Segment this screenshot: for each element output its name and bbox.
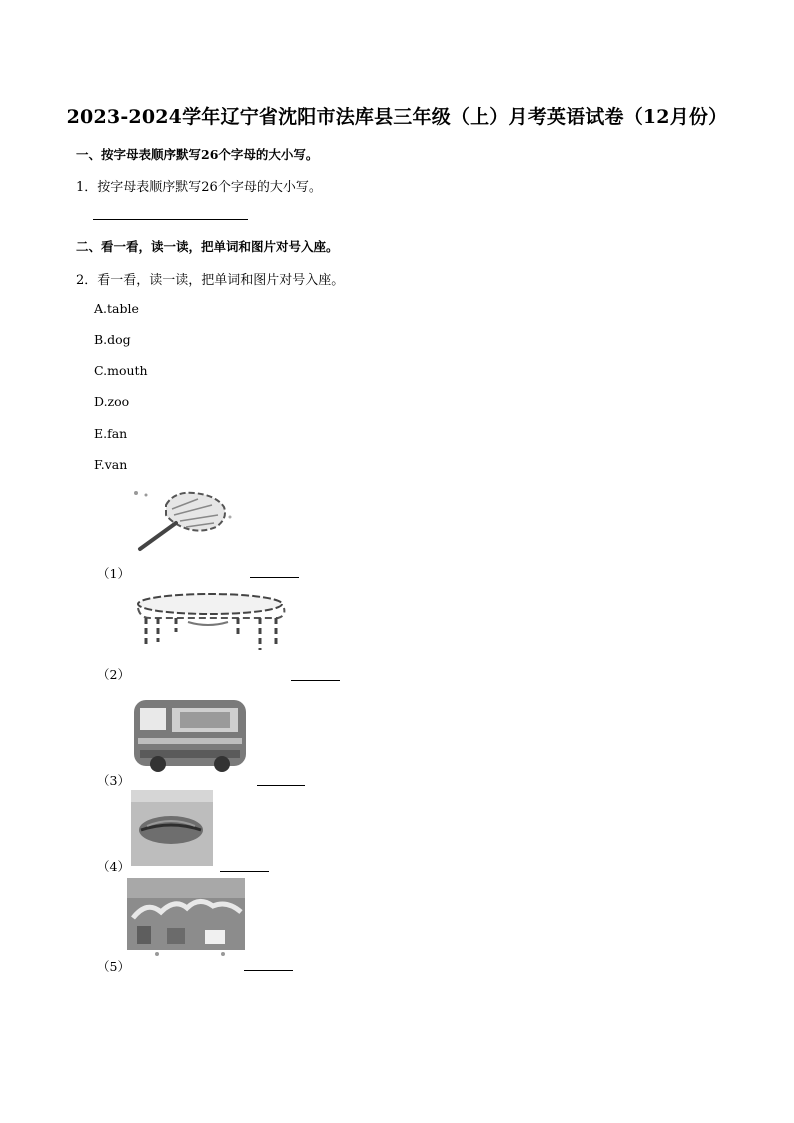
item-3-label: （3） bbox=[97, 773, 130, 788]
fan-picture-icon bbox=[128, 487, 250, 555]
answer-line-3[interactable] bbox=[257, 785, 305, 786]
answer-line-q1[interactable] bbox=[93, 219, 248, 220]
item-2-label: （2） bbox=[97, 667, 130, 682]
zoo-picture-icon bbox=[127, 878, 245, 958]
answer-line-5[interactable] bbox=[244, 970, 293, 971]
option-f: F.van bbox=[94, 457, 128, 472]
section-2-heading: 二、看一看，读一读，把单词和图片对号入座。 bbox=[76, 239, 339, 254]
option-c: C.mouth bbox=[94, 363, 148, 378]
page-title: 2023-2024学年辽宁省沈阳市法库县三年级（上）月考英语试卷（12月份） bbox=[66, 106, 728, 128]
section-1-heading: 一、按字母表顺序默写26个字母的大小写。 bbox=[76, 147, 319, 162]
option-b: B.dog bbox=[94, 332, 131, 347]
item-1-label: （1） bbox=[97, 566, 130, 581]
mouth-picture-icon bbox=[131, 790, 213, 866]
question-2-text: 2．看一看，读一读，把单词和图片对号入座。 bbox=[76, 273, 345, 288]
item-4-label: （4） bbox=[97, 859, 130, 874]
table-picture-icon bbox=[128, 588, 294, 660]
answer-line-2[interactable] bbox=[291, 680, 340, 681]
option-e: E.fan bbox=[94, 426, 128, 441]
answer-line-4[interactable] bbox=[220, 871, 269, 872]
answer-line-1[interactable] bbox=[250, 577, 299, 578]
option-d: D.zoo bbox=[94, 394, 130, 409]
option-a: A.table bbox=[94, 301, 139, 316]
item-5-label: （5） bbox=[97, 959, 130, 974]
van-picture-icon bbox=[130, 694, 250, 774]
question-1-text: 1．按字母表顺序默写26个字母的大小写。 bbox=[76, 180, 322, 195]
